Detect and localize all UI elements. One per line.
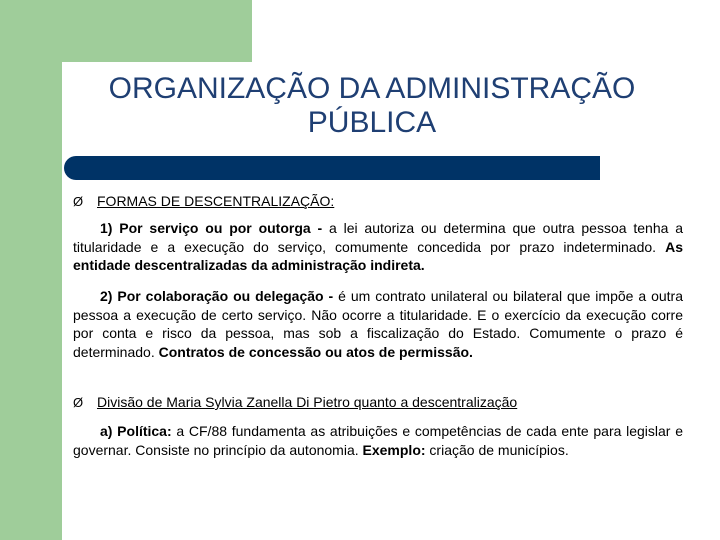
- paragraph-politica: [73, 422, 683, 459]
- bullet-divisao-label: Divisão de Maria Sylvia Zanella Di Pietro quanto a descentralização: [97, 394, 518, 410]
- bullet-formas: [73, 192, 334, 211]
- slide-title: ORGANIZAÇÃO DA ADMINISTRAÇÃO PÚBLICA: [108, 72, 636, 139]
- paragraph-outorga: [73, 219, 683, 275]
- paragraph-politica-after: criação de municípios.: [425, 441, 569, 458]
- arrow-bullet-icon: Ø: [73, 194, 84, 209]
- paragraph-delegacao-lead: 2) Por colaboração ou delegação -: [100, 288, 334, 304]
- paragraph-delegacao-text: é um contrato unilateral ou bilateral que impõe a outra pessoa a execução de certo serviço. Não ocorre a titularidade. E o exercício da execução corre por conta e risco da pessoa, mas sob a fiscalização do Estado. Comumente o prazo é determinado.: [73, 288, 683, 360]
- paragraph-politica-tail: Exemplo:: [362, 441, 426, 458]
- paragraph-politica-lead: a) Política:: [100, 423, 172, 439]
- paragraph-politica-text: a CF/88 fundamenta as atribuições e competências de cada ente para legislar e governar. Consiste no princípio da autonomia.: [73, 423, 683, 458]
- paragraph-outorga-tail: As entidade descentralizadas da administração indireta.: [73, 238, 683, 274]
- title-underline-bar: [64, 156, 600, 180]
- green-accent-left: [0, 0, 62, 540]
- paragraph-delegacao: [73, 287, 683, 361]
- paragraph-outorga-lead: 1) Por serviço ou por outorga -: [100, 220, 323, 236]
- bullet-divisao: [73, 393, 517, 412]
- paragraph-outorga-text: a lei autoriza ou determina que outra pessoa tenha a titularidade e a execução do serviço, comumente concedida por prazo indeterminado.: [73, 220, 683, 255]
- bullet-formas-label: FORMAS DE DESCENTRALIZAÇÃO:: [97, 193, 335, 209]
- arrow-bullet-icon: Ø: [73, 395, 84, 410]
- paragraph-delegacao-tail: Contratos de concessão ou atos de permissão.: [158, 343, 473, 360]
